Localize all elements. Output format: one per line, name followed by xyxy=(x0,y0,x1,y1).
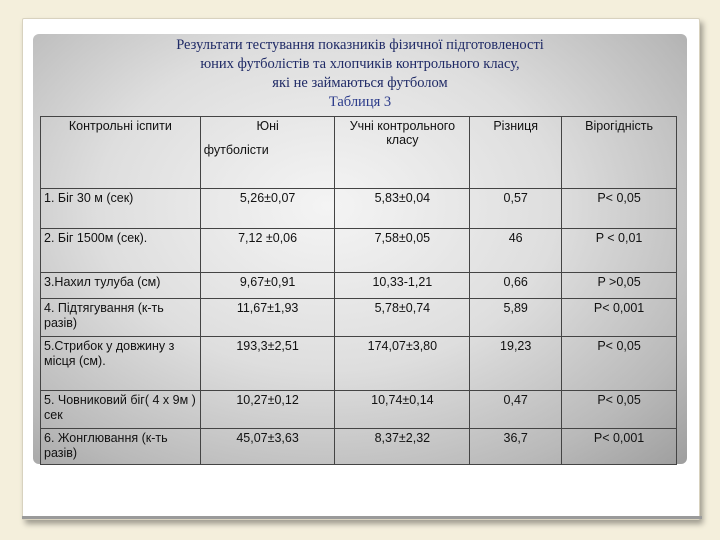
cell-diff: 5,89 xyxy=(470,299,562,337)
cell-test: 6. Жонглювання (к-ть разів) xyxy=(41,429,201,465)
cell-test: 2. Біг 1500м (сек). xyxy=(41,229,201,273)
cell-young: 7,12 ±0,06 xyxy=(200,229,335,273)
cell-young: 9,67±0,91 xyxy=(200,273,335,299)
table-row xyxy=(41,273,677,299)
cell-diff: 0,66 xyxy=(470,273,562,299)
cell-p: P< 0,05 xyxy=(562,337,677,391)
table-row xyxy=(41,189,677,229)
table-body xyxy=(41,189,677,465)
cell-pupils: 10,33-1,21 xyxy=(335,273,470,299)
table-row xyxy=(41,391,677,429)
cell-diff: 36,7 xyxy=(470,429,562,465)
cell-pupils: 8,37±2,32 xyxy=(335,429,470,465)
cell-test: 5.Стрибок у довжину з місця (см). xyxy=(41,337,201,391)
cell-pupils: 5,83±0,04 xyxy=(335,189,470,229)
cell-p: P< 0,05 xyxy=(562,189,677,229)
cell-diff: 0,57 xyxy=(470,189,562,229)
slide-title xyxy=(40,36,680,112)
title-line-3: які не займаються футболом xyxy=(272,75,448,91)
cell-test: 4. Підтягування (к-ть разів) xyxy=(41,299,201,337)
header-young-bottom: футболісти xyxy=(203,143,269,157)
cell-pupils: 5,78±0,74 xyxy=(335,299,470,337)
cell-pupils: 10,74±0,14 xyxy=(335,391,470,429)
slide-divider xyxy=(22,516,702,519)
cell-young: 11,67±1,93 xyxy=(200,299,335,337)
cell-test: 5. Човниковий біг( 4 х 9м ) сек xyxy=(41,391,201,429)
cell-young: 45,07±3,63 xyxy=(200,429,335,465)
cell-p: P < 0,01 xyxy=(562,229,677,273)
cell-pupils: 7,58±0,05 xyxy=(335,229,470,273)
title-line-2: юних футболістів та хлопчиків контрольного класу, xyxy=(200,56,520,72)
cell-young: 193,3±2,51 xyxy=(200,337,335,391)
header-test: Контрольні іспити xyxy=(41,117,201,189)
cell-test: 1. Біг 30 м (сек) xyxy=(41,189,201,229)
cell-diff: 46 xyxy=(470,229,562,273)
cell-young: 10,27±0,12 xyxy=(200,391,335,429)
cell-diff: 0,47 xyxy=(470,391,562,429)
table-row xyxy=(41,229,677,273)
header-young-players xyxy=(200,117,335,189)
header-pupils: Учні контрольного класу xyxy=(335,117,470,189)
header-reliability: Вірогідність xyxy=(562,117,677,189)
results-table xyxy=(40,116,677,465)
table-row xyxy=(41,299,677,337)
header-difference: Різниця xyxy=(470,117,562,189)
cell-test: 3.Нахил тулуба (см) xyxy=(41,273,201,299)
cell-p: P< 0,001 xyxy=(562,429,677,465)
cell-diff: 19,23 xyxy=(470,337,562,391)
table-caption: Таблиця 3 xyxy=(328,94,392,110)
cell-p: P >0,05 xyxy=(562,273,677,299)
cell-young: 5,26±0,07 xyxy=(200,189,335,229)
cell-p: P< 0,05 xyxy=(562,391,677,429)
cell-pupils: 174,07±3,80 xyxy=(335,337,470,391)
table-header-row xyxy=(41,117,677,189)
title-line-1: Результати тестування показників фізичної підготовленості xyxy=(176,37,544,53)
table-row xyxy=(41,337,677,391)
header-young-top: Юні xyxy=(256,119,279,133)
cell-p: P< 0,001 xyxy=(562,299,677,337)
table-row xyxy=(41,429,677,465)
